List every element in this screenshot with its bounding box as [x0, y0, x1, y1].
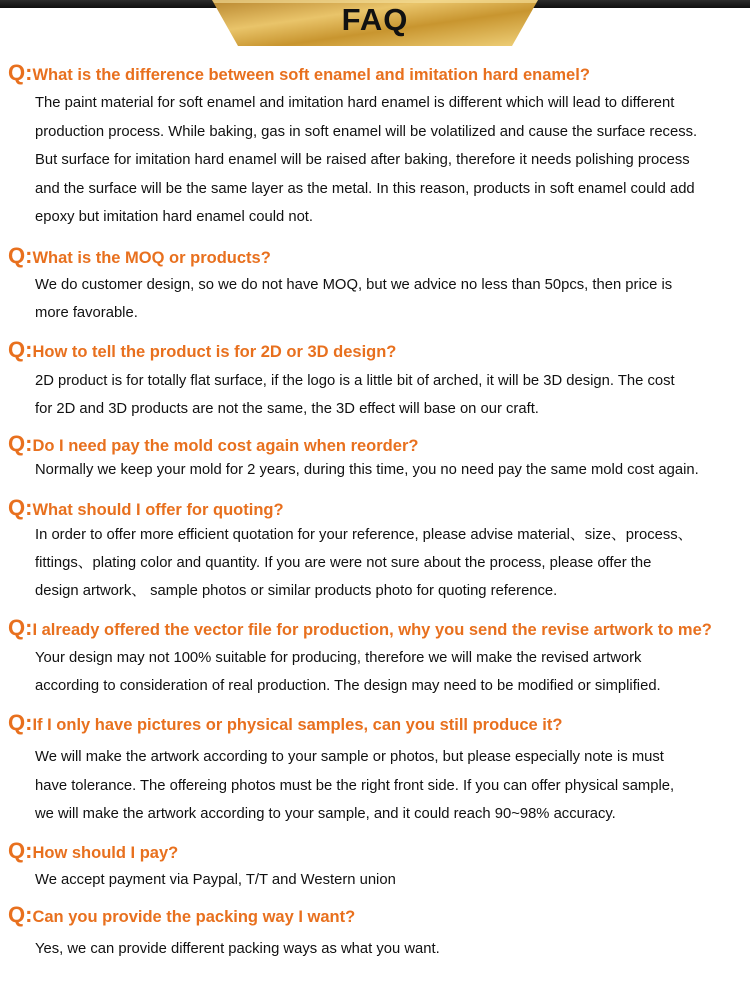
answer-line: design artwork、 sample photos or similar products photo for quoting reference. [35, 583, 558, 599]
page-title: FAQ [341, 2, 409, 37]
question-mark-label: Q [8, 838, 26, 863]
question-colon: : [25, 838, 33, 863]
faq-question [8, 902, 355, 928]
question-mark-label: Q [8, 495, 26, 520]
faq-question [8, 495, 284, 521]
faq-question [8, 615, 712, 641]
faq-question [8, 431, 418, 457]
question-colon: : [25, 243, 33, 268]
faq-question [8, 243, 271, 269]
answer-line: according to consideration of real production. The design may need to be modified or simplified. [35, 678, 661, 694]
answer-line: epoxy but imitation hard enamel could not. [35, 209, 314, 225]
question-text: Can you provide the packing way I want? [32, 908, 356, 926]
question-text: What is the difference between soft enamel and imitation hard enamel? [32, 66, 590, 84]
faq-answer [35, 935, 750, 963]
answer-line: We will make the artwork according to your sample or photos, but please especially note is must [35, 749, 664, 765]
answer-line: Yes, we can provide different packing ways as what you want. [35, 941, 440, 957]
answer-line: production process. While baking, gas in soft enamel will be volatilized and cause the surface recess. [35, 123, 698, 140]
question-colon: : [25, 615, 33, 640]
question-colon: : [25, 495, 33, 520]
answer-line: We accept payment via Paypal, T/T and Western union [35, 872, 396, 888]
question-mark-label: Q [8, 60, 26, 85]
question-colon: : [25, 60, 33, 85]
question-text: If I only have pictures or physical samples, can you still produce it? [32, 716, 563, 734]
question-mark-label: Q [8, 337, 26, 362]
faq-answer [35, 521, 750, 605]
answer-line: we will make the artwork according to your sample, and it could reach 90~98% accuracy. [35, 806, 616, 822]
answer-line: fittings、plating color and quantity. If you are were not sure about the process, please offer the [35, 555, 652, 571]
faq-answer [35, 271, 750, 327]
question-mark-label: Q [8, 902, 26, 927]
question-mark-label: Q [8, 243, 26, 268]
question-text: I already offered the vector file for production, why you send the revise artwork to me? [32, 621, 712, 639]
question-mark-label: Q [8, 710, 26, 735]
faq-answer [35, 89, 750, 232]
question-text: How to tell the product is for 2D or 3D design? [32, 343, 397, 361]
answer-line: for 2D and 3D products are not the same, the 3D effect will base on our craft. [35, 401, 539, 417]
answer-line: have tolerance. The offereing photos must be the right front side. If you can offer physical sample, [35, 777, 675, 794]
faq-answer [35, 743, 750, 829]
faq-question [8, 710, 562, 736]
faq-answer [35, 644, 750, 700]
faq-answer [35, 367, 750, 423]
answer-line: Normally we keep your mold for 2 years, during this time, you no need pay the same mold cost again. [35, 462, 699, 478]
question-colon: : [25, 431, 33, 456]
question-text: What is the MOQ or products? [32, 249, 271, 267]
question-mark-label: Q [8, 431, 26, 456]
answer-line: In order to offer more efficient quotation for your reference, please advise material、size、process、 [35, 527, 693, 543]
question-text: What should I offer for quoting? [32, 501, 284, 519]
question-colon: : [25, 337, 33, 362]
answer-line: The paint material for soft enamel and imitation hard enamel is different which will lead to different [35, 95, 675, 111]
question-mark-label: Q [8, 615, 26, 640]
answer-line: 2D product is for totally flat surface, if the logo is a little bit of arched, it will be 3D design. The cost [35, 373, 675, 389]
question-text: Do I need pay the mold cost again when reorder? [32, 437, 419, 455]
answer-line: and the surface will be the same layer as the metal. In this reason, products in soft enamel could add [35, 180, 695, 197]
answer-line: more favorable. [35, 305, 138, 321]
answer-line: But surface for imitation hard enamel will be raised after baking, therefore it needs polishing process [35, 152, 690, 168]
question-colon: : [25, 902, 33, 927]
faq-header-banner [0, 0, 750, 46]
answer-line: Your design may not 100% suitable for producing, therefore we will make the revised artwork [35, 650, 642, 666]
faq-answer [35, 456, 750, 484]
question-colon: : [25, 710, 33, 735]
faq-question [8, 838, 178, 864]
faq-answer [35, 866, 750, 894]
faq-question [8, 60, 590, 86]
faq-question [8, 337, 396, 363]
answer-line: We do customer design, so we do not have MOQ, but we advice no less than 50pcs, then price is [35, 277, 673, 293]
question-text: How should I pay? [32, 844, 179, 862]
